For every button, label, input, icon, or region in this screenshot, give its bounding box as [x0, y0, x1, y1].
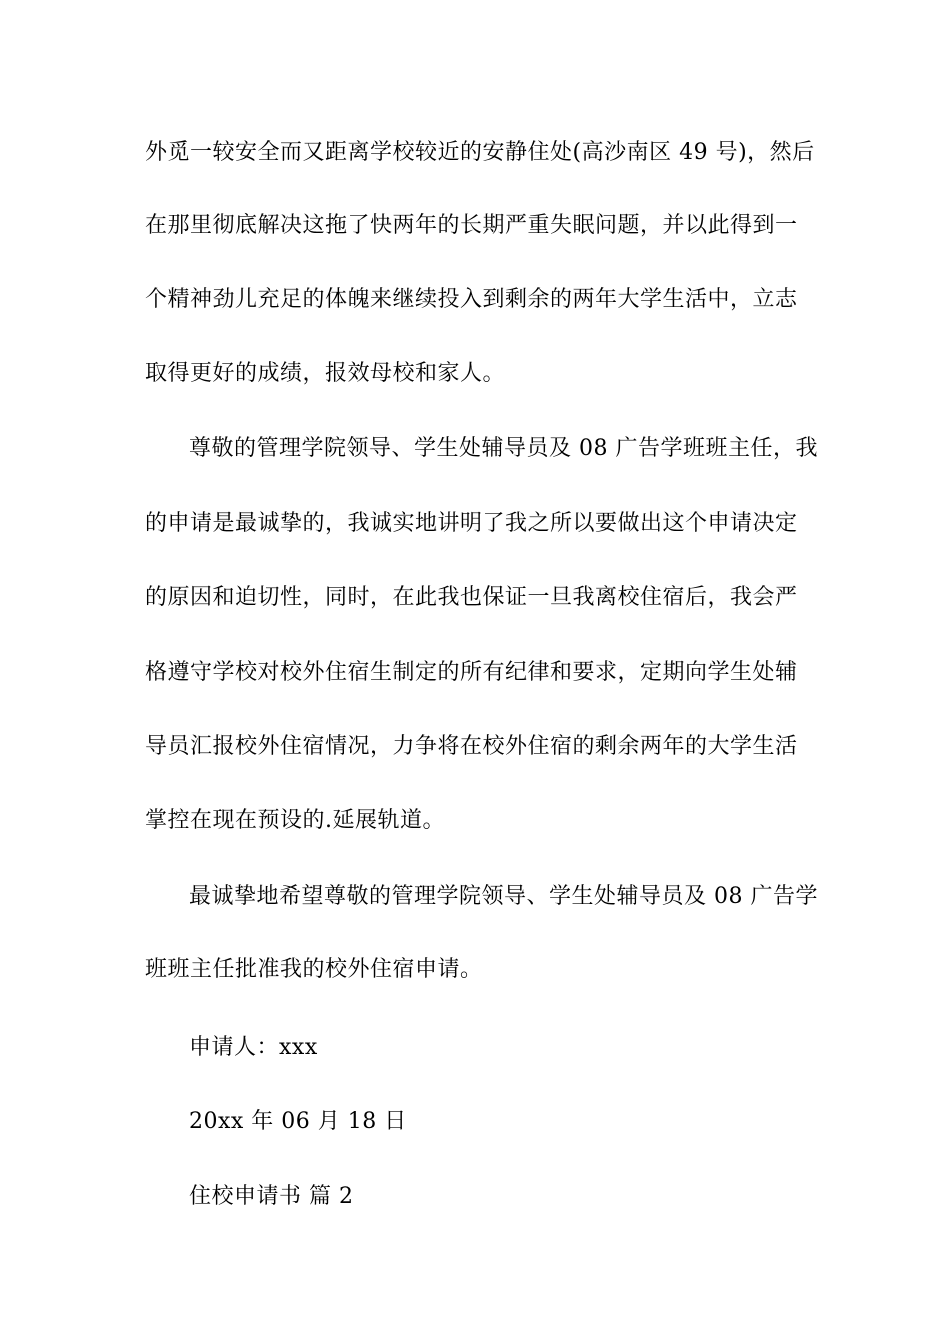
paragraph-line: 个精神劲儿充足的体魄来继续投入到剩余的两年大学生活中，立志 [145, 287, 798, 312]
paragraph-line: 取得更好的成绩，报效母校和家人。 [145, 361, 506, 386]
section-heading: 住校申请书 篇 2 [189, 1184, 354, 1209]
date-line: 20xx 年 06 月 18 日 [189, 1109, 407, 1134]
paragraph-line: 外觅一较安全而又距离学校较近的安静住处(高沙南区 49 号)，然后 [145, 140, 815, 165]
paragraph-line: 在那里彻底解决这拖了快两年的长期严重失眠问题，并以此得到一 [145, 213, 798, 238]
paragraph-line: 尊敬的管理学院领导、学生处辅导员及 08 广告学班班主任，我 [189, 436, 818, 461]
paragraph-line: 最诚挚地希望尊敬的管理学院领导、学生处辅导员及 08 广告学 [189, 884, 818, 909]
paragraph-line: 导员汇报校外住宿情况，力争将在校外住宿的剩余两年的大学生活 [145, 734, 798, 759]
applicant-line: 申请人：xxx [189, 1035, 318, 1060]
paragraph-line: 掌控在现在预设的.延展轨道。 [145, 808, 445, 833]
paragraph-line: 的申请是最诚挚的，我诚实地讲明了我之所以要做出这个申请决定 [145, 511, 798, 536]
paragraph-line: 的原因和迫切性，同时，在此我也保证一旦我离校住宿后，我会严 [145, 585, 798, 610]
paragraph-line: 格遵守学校对校外住宿生制定的所有纪律和要求，定期向学生处辅 [145, 660, 798, 685]
paragraph-line: 班班主任批准我的校外住宿申请。 [145, 957, 483, 982]
